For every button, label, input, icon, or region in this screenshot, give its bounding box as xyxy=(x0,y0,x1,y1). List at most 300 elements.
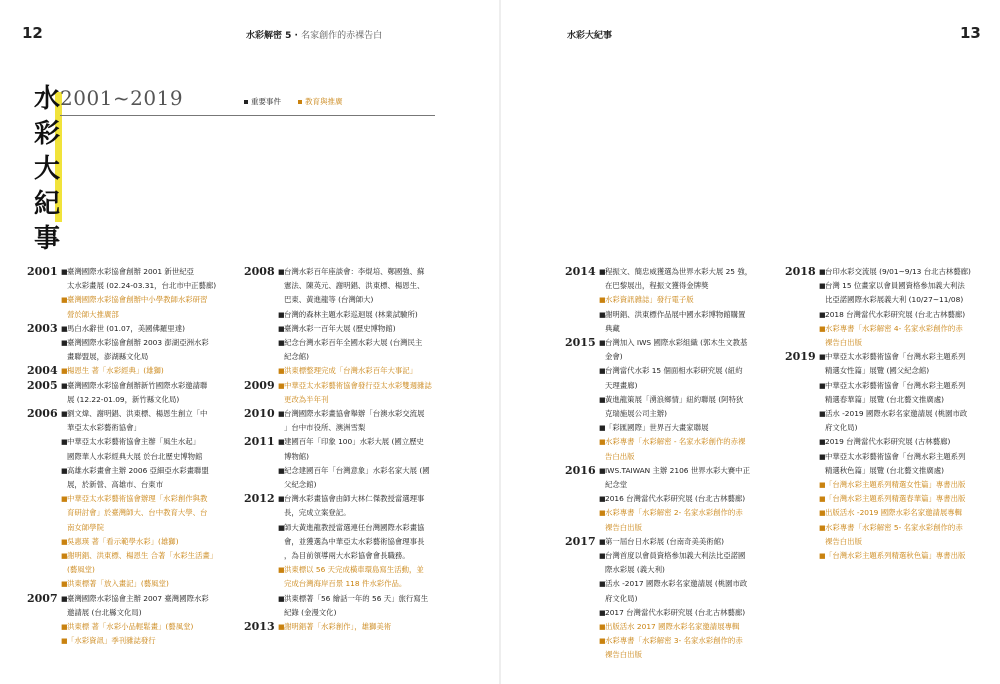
event-line xyxy=(278,407,474,421)
event-text: 中華亞太水彩藝術協會辦理「水彩創作與教 xyxy=(67,494,208,504)
event-line xyxy=(819,492,985,506)
event-text: 2018 台灣當代水彩研究展 (台北古林藝廊) xyxy=(825,309,966,319)
event-text: 台印水彩交流展 (9/01~9/13 台北古林藝廊) xyxy=(825,267,971,276)
orange-square-icon xyxy=(298,100,302,104)
event-text: 育研討會」於臺灣師大、台中教育大學、台 xyxy=(67,508,208,518)
bullet-icon: ■ xyxy=(278,623,285,632)
event-text: 台灣首度以會員資格參加義大利法比亞諾國 xyxy=(605,551,746,561)
year-group xyxy=(244,620,474,634)
event-line xyxy=(278,293,474,307)
event-line xyxy=(819,364,985,378)
year-label: 2005 xyxy=(27,378,58,392)
bullet-icon: ■ xyxy=(819,481,826,490)
bullet-icon: ■ xyxy=(61,324,68,333)
event-line xyxy=(61,592,233,606)
event-text: 洪東標 著「水彩小品輕鬆畫」(藝風堂) xyxy=(67,622,194,632)
event-text: 水彩資訊雜誌」發行電子版 xyxy=(605,295,694,305)
event-line xyxy=(278,492,474,506)
event-line xyxy=(278,336,474,350)
bullet-icon: ■ xyxy=(278,381,285,390)
event-text: 水彩專書「水彩解密 4- 名家水彩創作的赤 xyxy=(825,323,963,333)
year-label: 2007 xyxy=(27,591,58,605)
black-square-icon xyxy=(244,100,248,104)
bullet-icon: ■ xyxy=(819,324,826,333)
event-line xyxy=(599,350,780,364)
event-line xyxy=(278,421,474,435)
event-text: 在巴黎展出，程振文獲得金牌獎 xyxy=(605,281,709,291)
event-text: 台灣加入 IWS 國際水彩組織 (郭木生文教基 xyxy=(605,338,748,348)
event-text: 水彩專書「水彩解密 2- 名家水彩創作的赤 xyxy=(605,508,743,518)
event-line xyxy=(599,308,780,322)
year-group xyxy=(27,379,233,407)
event-text: 台灣國際水彩畫協會舉辦「台澳水彩交流展 xyxy=(284,409,425,419)
year-label: 2008 xyxy=(244,265,275,278)
bullet-icon: ■ xyxy=(61,637,68,646)
bullet-icon: ■ xyxy=(61,495,68,504)
event-line xyxy=(599,265,780,279)
event-text: 洪東標整理完成「台灣水彩百年大事記」 xyxy=(284,366,418,376)
bullet-icon: ■ xyxy=(599,580,606,589)
event-line xyxy=(278,478,474,492)
event-line xyxy=(599,535,780,549)
event-text: 活水 -2017 國際水彩名家邀請展 (桃園市政 xyxy=(605,579,748,589)
event-line xyxy=(819,535,985,549)
year-group xyxy=(244,407,474,435)
event-line xyxy=(599,478,780,492)
event-line xyxy=(278,322,474,336)
event-line xyxy=(278,464,474,478)
event-line xyxy=(599,279,780,293)
event-text: 師大黃進龍教授當選連任台灣國際水彩畫協 xyxy=(284,522,425,532)
year-group xyxy=(244,265,474,379)
event-line xyxy=(819,293,985,307)
event-list xyxy=(61,407,233,592)
legend-important-events xyxy=(244,96,281,107)
event-text: 程振文、簡忠威獲選為世界水彩大展 25 強， xyxy=(605,267,753,276)
event-list xyxy=(599,535,780,663)
bullet-icon: ■ xyxy=(819,353,826,362)
event-text: 天理畫廊) xyxy=(605,380,638,390)
event-line xyxy=(278,606,474,620)
event-text: 長，完成立案登記。 xyxy=(284,508,351,518)
event-line xyxy=(819,350,985,364)
vertical-title xyxy=(34,82,60,257)
event-text: 精選春華篇」展覽 (台北藝文推廣處) xyxy=(825,394,944,404)
event-line xyxy=(278,435,474,449)
event-text: 中華亞太水彩藝術協會發行亞太水彩雙週雜誌 xyxy=(284,380,432,390)
title-char: 紀 xyxy=(34,189,61,219)
event-list xyxy=(599,464,780,535)
event-list xyxy=(278,379,474,407)
event-line xyxy=(61,379,233,393)
event-text: 告白出版 xyxy=(605,451,635,461)
bullet-icon: ■ xyxy=(278,310,285,319)
event-line xyxy=(819,322,985,336)
bullet-icon: ■ xyxy=(599,495,606,504)
event-line xyxy=(61,435,233,449)
event-line xyxy=(599,364,780,378)
event-line xyxy=(61,549,233,563)
bullet-icon: ■ xyxy=(61,594,68,603)
event-list xyxy=(61,265,233,322)
event-text: 水彩專書「水彩解密 3- 名家水彩創作的赤 xyxy=(605,636,743,646)
event-line xyxy=(278,450,474,464)
event-text: 出版活水 2017 國際水彩名家邀請展專輯 xyxy=(605,622,740,632)
event-list xyxy=(61,364,233,378)
bullet-icon: ■ xyxy=(599,509,606,518)
year-group xyxy=(785,350,985,563)
bullet-icon: ■ xyxy=(278,268,285,276)
event-text: 洪東標著「56 繪話一年的 56 天」旅行寫生 xyxy=(284,593,429,603)
event-text: 2019 台灣當代水彩研究展 (古林藝廊) xyxy=(825,437,951,447)
bullet-icon: ■ xyxy=(599,537,606,546)
bullet-icon: ■ xyxy=(278,566,285,575)
event-line xyxy=(278,265,474,279)
event-text: 紀念建國百年「台灣意象」水彩名家大展 (國 xyxy=(284,465,430,475)
year-group xyxy=(27,364,233,378)
year-label: 2014 xyxy=(565,265,596,278)
event-text: 洪東標以 56 天完成橫車環島寫生活動，並 xyxy=(284,565,424,575)
legend-education xyxy=(298,96,343,107)
event-line xyxy=(599,592,780,606)
event-text: 中華亞太水彩藝術協會「台灣水彩主題系列 xyxy=(825,352,966,362)
event-list xyxy=(278,492,474,620)
bullet-icon: ■ xyxy=(599,637,606,646)
event-text: 臺灣國際水彩協會創辦中小學教師水彩研習 xyxy=(67,295,208,305)
year-group xyxy=(244,379,474,407)
event-text: 憲法、陳英元、謝明錩、洪東標、楊恩生、 xyxy=(284,281,425,291)
event-line xyxy=(599,492,780,506)
event-list xyxy=(278,620,474,634)
event-line xyxy=(61,407,233,421)
bullet-icon: ■ xyxy=(278,523,285,532)
event-line xyxy=(819,450,985,464)
event-line xyxy=(61,478,233,492)
bullet-icon: ■ xyxy=(61,552,68,561)
year-label: 2004 xyxy=(27,364,58,378)
bullet-icon: ■ xyxy=(819,523,826,532)
event-line xyxy=(819,521,985,535)
event-text: 南女師學院 xyxy=(67,522,104,532)
event-line xyxy=(599,322,780,336)
event-line xyxy=(819,308,985,322)
event-list xyxy=(278,407,474,435)
year-label: 2011 xyxy=(244,435,275,449)
event-line xyxy=(278,592,474,606)
event-text: 台灣 15 位畫家以會員國資格參加義大利法 xyxy=(825,281,965,291)
event-text: 2016 台灣當代水彩研究展 (台北古林藝廊) xyxy=(605,494,746,504)
event-text: 展 (12.22-01.09，新竹縣文化局) xyxy=(67,394,180,404)
event-text: 臺灣國際水彩協會創辦 2003 澎湖亞洲水彩 xyxy=(67,338,209,348)
title-rule xyxy=(60,115,435,116)
event-line xyxy=(599,577,780,591)
bullet-icon: ■ xyxy=(599,268,606,276)
event-text: 出版活水 -2019 國際水彩名家邀請展專輯 xyxy=(825,508,963,518)
year-group xyxy=(565,336,780,464)
event-line xyxy=(61,350,233,364)
event-line xyxy=(599,634,780,648)
event-line xyxy=(61,393,233,407)
running-head-right: 水彩大紀事 xyxy=(567,31,613,41)
event-text: 金會) xyxy=(605,352,623,362)
year-label: 2010 xyxy=(244,407,275,421)
event-text: 紀錄 (金漫文化) xyxy=(284,607,337,617)
year-label: 2003 xyxy=(27,321,58,335)
event-text: 黃進龍策展「湧浪鄉情」紐約聯展 (阿特狄 xyxy=(605,394,744,404)
event-text: 畫聯盟展，澎湖縣文化局 xyxy=(67,352,149,362)
event-line xyxy=(819,549,985,563)
event-text: 臺灣國際水彩協會創辦新竹國際水彩邀請聯 xyxy=(67,380,208,390)
event-text: 紀念館) xyxy=(284,352,310,362)
event-text: 裸告白出版 xyxy=(825,536,862,546)
bullet-icon: ■ xyxy=(61,367,68,376)
event-line xyxy=(61,364,233,378)
bullet-icon: ■ xyxy=(599,296,606,305)
year-label: 2018 xyxy=(785,265,816,278)
event-line xyxy=(599,293,780,307)
title-char: 事 xyxy=(34,224,61,254)
event-text: 中華亞太水彩藝術協會「台灣水彩主題系列 xyxy=(825,451,966,461)
event-line xyxy=(61,322,233,336)
event-text: 紀念堂 xyxy=(605,480,628,490)
event-line xyxy=(819,407,985,421)
event-text: 台灣的森林主題水彩巡迴展 (林業試驗所) xyxy=(284,309,418,319)
bullet-icon: ■ xyxy=(599,466,606,475)
legend-label: 教育與推廣 xyxy=(305,97,343,106)
event-line xyxy=(278,563,474,577)
event-line xyxy=(819,393,985,407)
year-group xyxy=(244,492,474,620)
event-list xyxy=(599,265,780,336)
event-text: 「水彩資訊」季刊雜誌發行 xyxy=(67,636,156,646)
bullet-icon: ■ xyxy=(599,623,606,632)
event-line xyxy=(599,336,780,350)
bullet-icon: ■ xyxy=(61,537,68,546)
event-line xyxy=(61,336,233,350)
bullet-icon: ■ xyxy=(61,296,68,305)
event-line xyxy=(819,336,985,350)
bullet-icon: ■ xyxy=(61,438,68,447)
event-line xyxy=(599,407,780,421)
year-label: 2006 xyxy=(27,407,58,421)
bullet-icon: ■ xyxy=(61,466,68,475)
bullet-icon: ■ xyxy=(278,495,285,504)
bullet-icon: ■ xyxy=(599,608,606,617)
year-label: 2019 xyxy=(785,350,816,364)
event-line xyxy=(819,421,985,435)
event-line xyxy=(278,279,474,293)
event-text: 博物館) xyxy=(284,451,310,461)
event-line xyxy=(61,577,233,591)
page-number-left: 12 xyxy=(22,24,43,42)
event-text: ，為目前領導兩大水彩協會會長職務。 xyxy=(284,551,410,561)
legend-label: 重要事件 xyxy=(251,97,281,106)
bullet-icon: ■ xyxy=(278,367,285,376)
year-group xyxy=(27,322,233,365)
bullet-icon: ■ xyxy=(819,268,826,276)
title-char: 水 xyxy=(34,84,61,114)
event-line xyxy=(61,606,233,620)
running-head-left-bold: 水彩解密 5 · xyxy=(246,31,298,41)
bullet-icon: ■ xyxy=(278,339,285,348)
event-text: 完成台灣海岸百景 118 件水彩作品。 xyxy=(284,579,407,589)
event-line xyxy=(599,563,780,577)
event-text: 精選女性篇」展覽 (國父紀念館) xyxy=(825,366,930,376)
event-text: 比亞諾國際水彩展義大利 (10/27~11/08) xyxy=(825,295,964,305)
bullet-icon: ■ xyxy=(599,339,606,348)
bullet-icon: ■ xyxy=(278,438,285,447)
year-label: 2015 xyxy=(565,336,596,350)
event-line xyxy=(278,393,474,407)
event-line xyxy=(599,521,780,535)
event-text: 楊恩生 著「水彩經典」(雄獅) xyxy=(67,366,164,376)
year-group xyxy=(565,535,780,663)
year-label: 2012 xyxy=(244,492,275,506)
event-line xyxy=(819,279,985,293)
event-text: 會，並獲選為中華亞太水彩藝術協會理事長 xyxy=(284,536,425,546)
event-list xyxy=(61,592,233,649)
event-text: 展，於新營、高雄市、台東市 xyxy=(67,480,164,490)
year-label: 2017 xyxy=(565,534,596,548)
event-text: 府文化局) xyxy=(825,423,858,433)
event-text: 裸告白出版 xyxy=(825,338,862,348)
bullet-icon: ■ xyxy=(278,410,285,419)
event-line xyxy=(61,535,233,549)
bullet-icon: ■ xyxy=(599,424,606,433)
event-text: 裸告白出版 xyxy=(605,522,642,532)
event-line xyxy=(61,464,233,478)
event-line xyxy=(61,450,233,464)
bullet-icon: ■ xyxy=(61,623,68,632)
event-list xyxy=(278,265,474,379)
event-text: 台灣當代水彩 15 個面相水彩研究展 (紐約 xyxy=(605,366,743,376)
event-line xyxy=(278,364,474,378)
year-group xyxy=(27,407,233,592)
event-line xyxy=(61,265,233,279)
event-line xyxy=(599,648,780,662)
event-text: 劉文煒、謝明錩、洪東標、楊恩生創立「中 xyxy=(67,409,208,419)
bullet-icon: ■ xyxy=(599,395,606,404)
event-line xyxy=(61,421,233,435)
bullet-icon: ■ xyxy=(278,466,285,475)
event-text: 」台中市役所、澳洲雪梨 xyxy=(284,423,366,433)
title-char: 彩 xyxy=(34,119,61,149)
bullet-icon: ■ xyxy=(819,282,826,291)
bullet-icon: ■ xyxy=(278,324,285,333)
event-line xyxy=(819,506,985,520)
timeline-column-1 xyxy=(27,265,233,648)
event-text: 水彩專書「水彩解密 - 名家水彩創作的赤裸 xyxy=(605,437,746,447)
event-line xyxy=(599,393,780,407)
timeline-column-2 xyxy=(244,265,474,634)
event-list xyxy=(819,350,985,563)
event-line xyxy=(599,435,780,449)
event-line xyxy=(278,521,474,535)
bullet-icon: ■ xyxy=(819,495,826,504)
event-line xyxy=(278,308,474,322)
event-text: 臺灣水彩一百年大展 (歷史博物館) xyxy=(284,323,396,333)
event-text: 臺灣國際水彩協會主辦 2007 臺灣國際水彩 xyxy=(67,593,209,603)
event-line xyxy=(819,435,985,449)
event-text: 2017 台灣當代水彩研究展 (台北古林藝廊) xyxy=(605,607,746,617)
bullet-icon: ■ xyxy=(819,410,826,419)
event-text: 紀念台灣水彩百年全國水彩大展 (台灣民主 xyxy=(284,338,423,348)
year-group xyxy=(244,435,474,492)
event-text: 「台灣水彩主題系列精選春華篇」專書出版 xyxy=(825,494,966,504)
bullet-icon: ■ xyxy=(61,381,68,390)
event-text: 吳惠瑛 著「看示範學水彩」(雄獅) xyxy=(67,536,179,546)
event-text: 臺灣國際水彩協會創辦 2001 新世紀亞 xyxy=(67,267,194,276)
event-line xyxy=(819,379,985,393)
bullet-icon: ■ xyxy=(819,452,826,461)
event-line xyxy=(599,450,780,464)
bullet-icon: ■ xyxy=(278,594,285,603)
event-text: 華亞太水彩藝術協會」 xyxy=(67,423,141,433)
event-line xyxy=(278,549,474,563)
event-line xyxy=(599,606,780,620)
event-line xyxy=(819,464,985,478)
event-line xyxy=(61,293,233,307)
timeline-column-4 xyxy=(785,265,985,563)
bullet-icon: ■ xyxy=(61,268,68,276)
year-group xyxy=(27,592,233,649)
bullet-icon: ■ xyxy=(599,438,606,447)
event-text: 更改為半年刊 xyxy=(284,394,329,404)
event-text: 謝明錩著「水彩創作」，雄獅美術 xyxy=(284,622,392,632)
bullet-icon: ■ xyxy=(599,367,606,376)
event-line xyxy=(599,379,780,393)
event-line xyxy=(61,279,233,293)
event-text: 「彩匯國際」世界百大畫家聯展 xyxy=(605,423,709,433)
event-text: 謝明錩、洪東標作品展中國水彩博物館購置 xyxy=(605,309,746,319)
event-text: 馬白水辭世 (01.07，美國佛羅里達) xyxy=(67,323,185,333)
bullet-icon: ■ xyxy=(819,552,826,561)
event-text: 建國百年「印象 100」水彩大展 (國立歷史 xyxy=(284,437,424,447)
year-label: 2009 xyxy=(244,378,275,392)
bullet-icon: ■ xyxy=(61,410,68,419)
year-label: 2001 xyxy=(27,265,58,278)
bullet-icon: ■ xyxy=(819,438,826,447)
event-line xyxy=(61,308,233,322)
event-line xyxy=(61,620,233,634)
year-group xyxy=(565,265,780,336)
event-text: 高雄水彩畫會主辦 2006 亞細亞水彩畫聯盟 xyxy=(67,465,209,475)
event-text: 國際華人水彩經典大展 於台北歷史博物館 xyxy=(67,451,203,461)
bullet-icon: ■ xyxy=(599,552,606,561)
event-text: (藝風堂) xyxy=(67,565,95,575)
event-text: 府文化局) xyxy=(605,593,638,603)
bullet-icon: ■ xyxy=(819,381,826,390)
title-char: 大 xyxy=(34,154,61,184)
event-text: 營於師大推廣部 xyxy=(67,309,119,319)
event-line xyxy=(599,506,780,520)
event-text: 中華亞太水彩藝術協會「台灣水彩主題系列 xyxy=(825,380,966,390)
event-text: 巴東、黃進龍等 (台灣師大) xyxy=(284,295,374,305)
year-label: 2013 xyxy=(244,620,275,634)
bullet-icon: ■ xyxy=(61,339,68,348)
event-text: 際水彩展 (義大利) xyxy=(605,565,665,575)
event-line xyxy=(61,521,233,535)
event-list xyxy=(278,435,474,492)
event-text: 水彩專書「水彩解密 5- 名家水彩創作的赤 xyxy=(825,522,963,532)
event-text: 第一屆台日水彩展 (台南奇美美術館) xyxy=(605,536,724,546)
event-text: 台灣水彩百年座談會：李焜培、鄭國強、蘇 xyxy=(284,267,425,276)
timeline-column-3 xyxy=(565,265,780,663)
bullet-icon: ■ xyxy=(819,310,826,319)
year-group xyxy=(785,265,985,350)
event-text: 裸告白出版 xyxy=(605,650,642,660)
event-text: 邀請展 (台北縣文化局) xyxy=(67,607,142,617)
